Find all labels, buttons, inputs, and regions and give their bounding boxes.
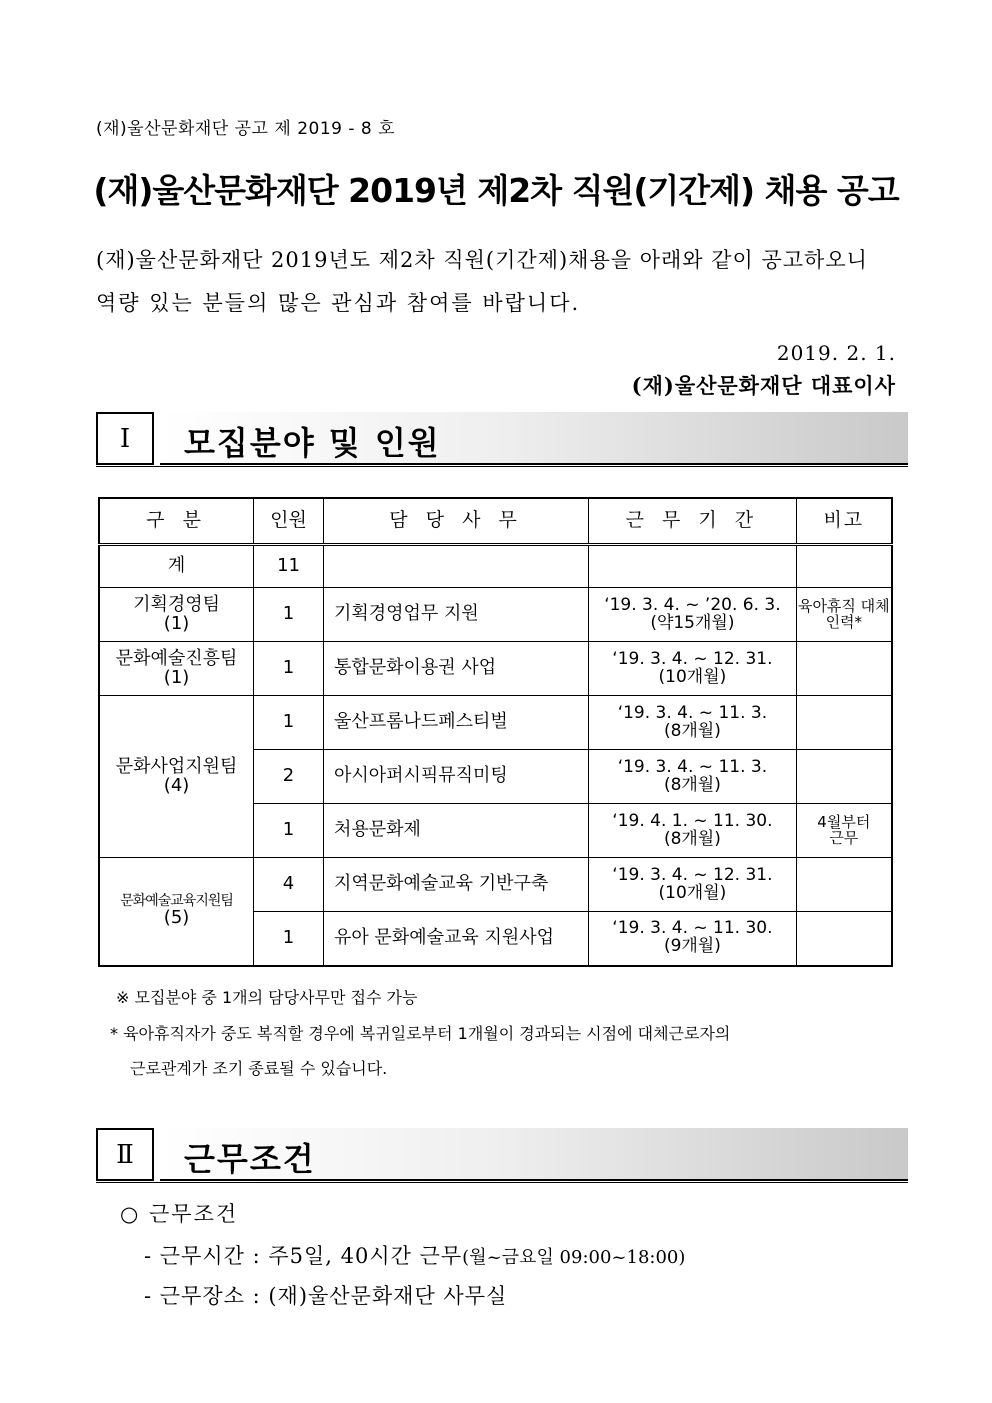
intro-line-2: 역량 있는 분들의 많은 관심과 참여를 바랍니다.: [96, 291, 581, 315]
division-count: (1): [163, 612, 190, 634]
period-cell: [589, 642, 796, 696]
header-task: 담 당 사 무: [323, 498, 588, 545]
period-cell: [589, 804, 796, 858]
division-cell: [99, 696, 254, 858]
task-cell: 울산프롬나드페스티벌: [323, 696, 588, 750]
count-cell: 2: [254, 750, 324, 804]
note-parental-leave: * 육아휴직자가 중도 복직할 경우에 복귀일로부터 1개월이 경과되는 시점에 대체근로자의: [110, 1024, 731, 1043]
conditions-heading: ○ 근무조건: [120, 1202, 239, 1226]
period-range: ‘19. 4. 1. ~ 11. 30.: [612, 810, 773, 831]
section-2-title: 근무조건: [184, 1140, 316, 1178]
task-cell: 유아 문화예술교육 지원사업: [323, 912, 588, 966]
task-cell: 아시아퍼시픽뮤직미팅: [323, 750, 588, 804]
period-cell: [589, 858, 796, 912]
division-count: (5): [163, 907, 190, 929]
recruitment-table: [98, 497, 893, 967]
empty-cell: [589, 545, 796, 588]
division-name: 기획경영팀: [133, 593, 221, 615]
note-cell: [796, 642, 892, 696]
period-range: ‘19. 3. 4. ~ 12. 31.: [612, 864, 773, 885]
division-name: 문화예술진흥팀: [115, 647, 238, 669]
note-cell: [796, 912, 892, 966]
division-count: (4): [163, 774, 190, 796]
count-cell: 1: [254, 912, 324, 966]
period-cell: [589, 588, 796, 642]
table-row-total: [99, 545, 892, 588]
table-row: [99, 588, 892, 642]
table-row: [99, 642, 892, 696]
note-cell: 4월부터 근무: [796, 804, 892, 858]
work-hours: [144, 1240, 685, 1270]
header-note: 비고: [796, 498, 892, 545]
task-cell: 처용문화제: [323, 804, 588, 858]
period-duration: (10개월): [658, 666, 727, 687]
note-parental-leave-cont: 근로관계가 조기 종료될 수 있습니다.: [130, 1059, 388, 1078]
notice-date: 2019. 2. 1.: [776, 341, 896, 365]
section-2-number: Ⅱ: [96, 1128, 154, 1181]
count-cell: 1: [254, 696, 324, 750]
section-1-header: [96, 412, 908, 468]
period-range: ‘19. 3. 4. ~ 11. 3.: [617, 756, 768, 777]
header-division: 구 분: [99, 498, 254, 545]
division-count: (1): [163, 666, 190, 688]
note-single-task: ※ 모집분야 중 1개의 담당사무만 접수 가능: [116, 988, 418, 1007]
work-place: - 근무장소 : (재)울산문화재단 사무실: [144, 1284, 508, 1308]
total-count: 11: [254, 545, 324, 588]
task-cell: 통합문화이용권 사업: [323, 642, 588, 696]
period-cell: [589, 912, 796, 966]
issuer: (재)울산문화재단 대표이사: [631, 373, 896, 398]
table-row: [99, 858, 892, 912]
empty-cell: [323, 545, 588, 588]
period-range: ‘19. 3. 4. ~ 11. 3.: [617, 702, 768, 723]
count-cell: 4: [254, 858, 324, 912]
header-period: 근 무 기 간: [589, 498, 796, 545]
section-2-header: [96, 1128, 908, 1184]
section-1-title: 모집분야 및 인원: [184, 424, 441, 462]
note-cell: [796, 858, 892, 912]
division-name: 문화예술교육지원팀: [120, 893, 233, 910]
division-name: 문화사업지원팀: [115, 755, 238, 777]
period-range: ‘19. 3. 4. ~ 12. 31.: [612, 648, 773, 669]
total-label: 계: [99, 545, 254, 588]
period-duration: (8개월): [663, 774, 721, 795]
count-cell: 1: [254, 642, 324, 696]
note-cell: [796, 750, 892, 804]
note-cell: [796, 696, 892, 750]
count-cell: 1: [254, 804, 324, 858]
count-cell: 1: [254, 588, 324, 642]
page-title: (재)울산문화재단 2019년 제2차 직원(기간제) 채용 공고: [93, 171, 899, 210]
period-range: ‘19. 3. 4. ~ 11. 30.: [612, 918, 773, 939]
period-cell: [589, 750, 796, 804]
division-cell: [99, 588, 254, 642]
period-duration: (8개월): [663, 828, 721, 849]
period-duration: (8개월): [663, 720, 721, 741]
table-header-row: [99, 498, 892, 545]
task-cell: 기획경영업무 지원: [323, 588, 588, 642]
task-cell: 지역문화예술교육 기반구축: [323, 858, 588, 912]
header-count: 인원: [254, 498, 324, 545]
intro-line-1: (재)울산문화재단 2019년도 제2차 직원(기간제)채용을 아래와 같이 공고하오니: [96, 248, 868, 272]
period-cell: [589, 696, 796, 750]
notice-number: (재)울산문화재단 공고 제 2019 - 8 호: [96, 119, 396, 139]
period-range: ‘19. 3. 4. ~ ’20. 6. 3.: [604, 594, 781, 615]
period-duration: (10개월): [658, 882, 727, 903]
work-hours-detail: (월~금요일 09:00~18:00): [462, 1247, 686, 1268]
section-1-number: Ⅰ: [96, 412, 154, 465]
division-cell: [99, 642, 254, 696]
period-duration: (약15개월): [650, 612, 735, 633]
note-cell: 육아휴직 대체인력*: [796, 588, 892, 642]
period-duration: (9개월): [663, 936, 721, 957]
division-cell: [99, 858, 254, 966]
empty-cell: [796, 545, 892, 588]
table-row: [99, 696, 892, 750]
work-hours-label: - 근무시간 : 주5일, 40시간 근무: [144, 1244, 463, 1268]
